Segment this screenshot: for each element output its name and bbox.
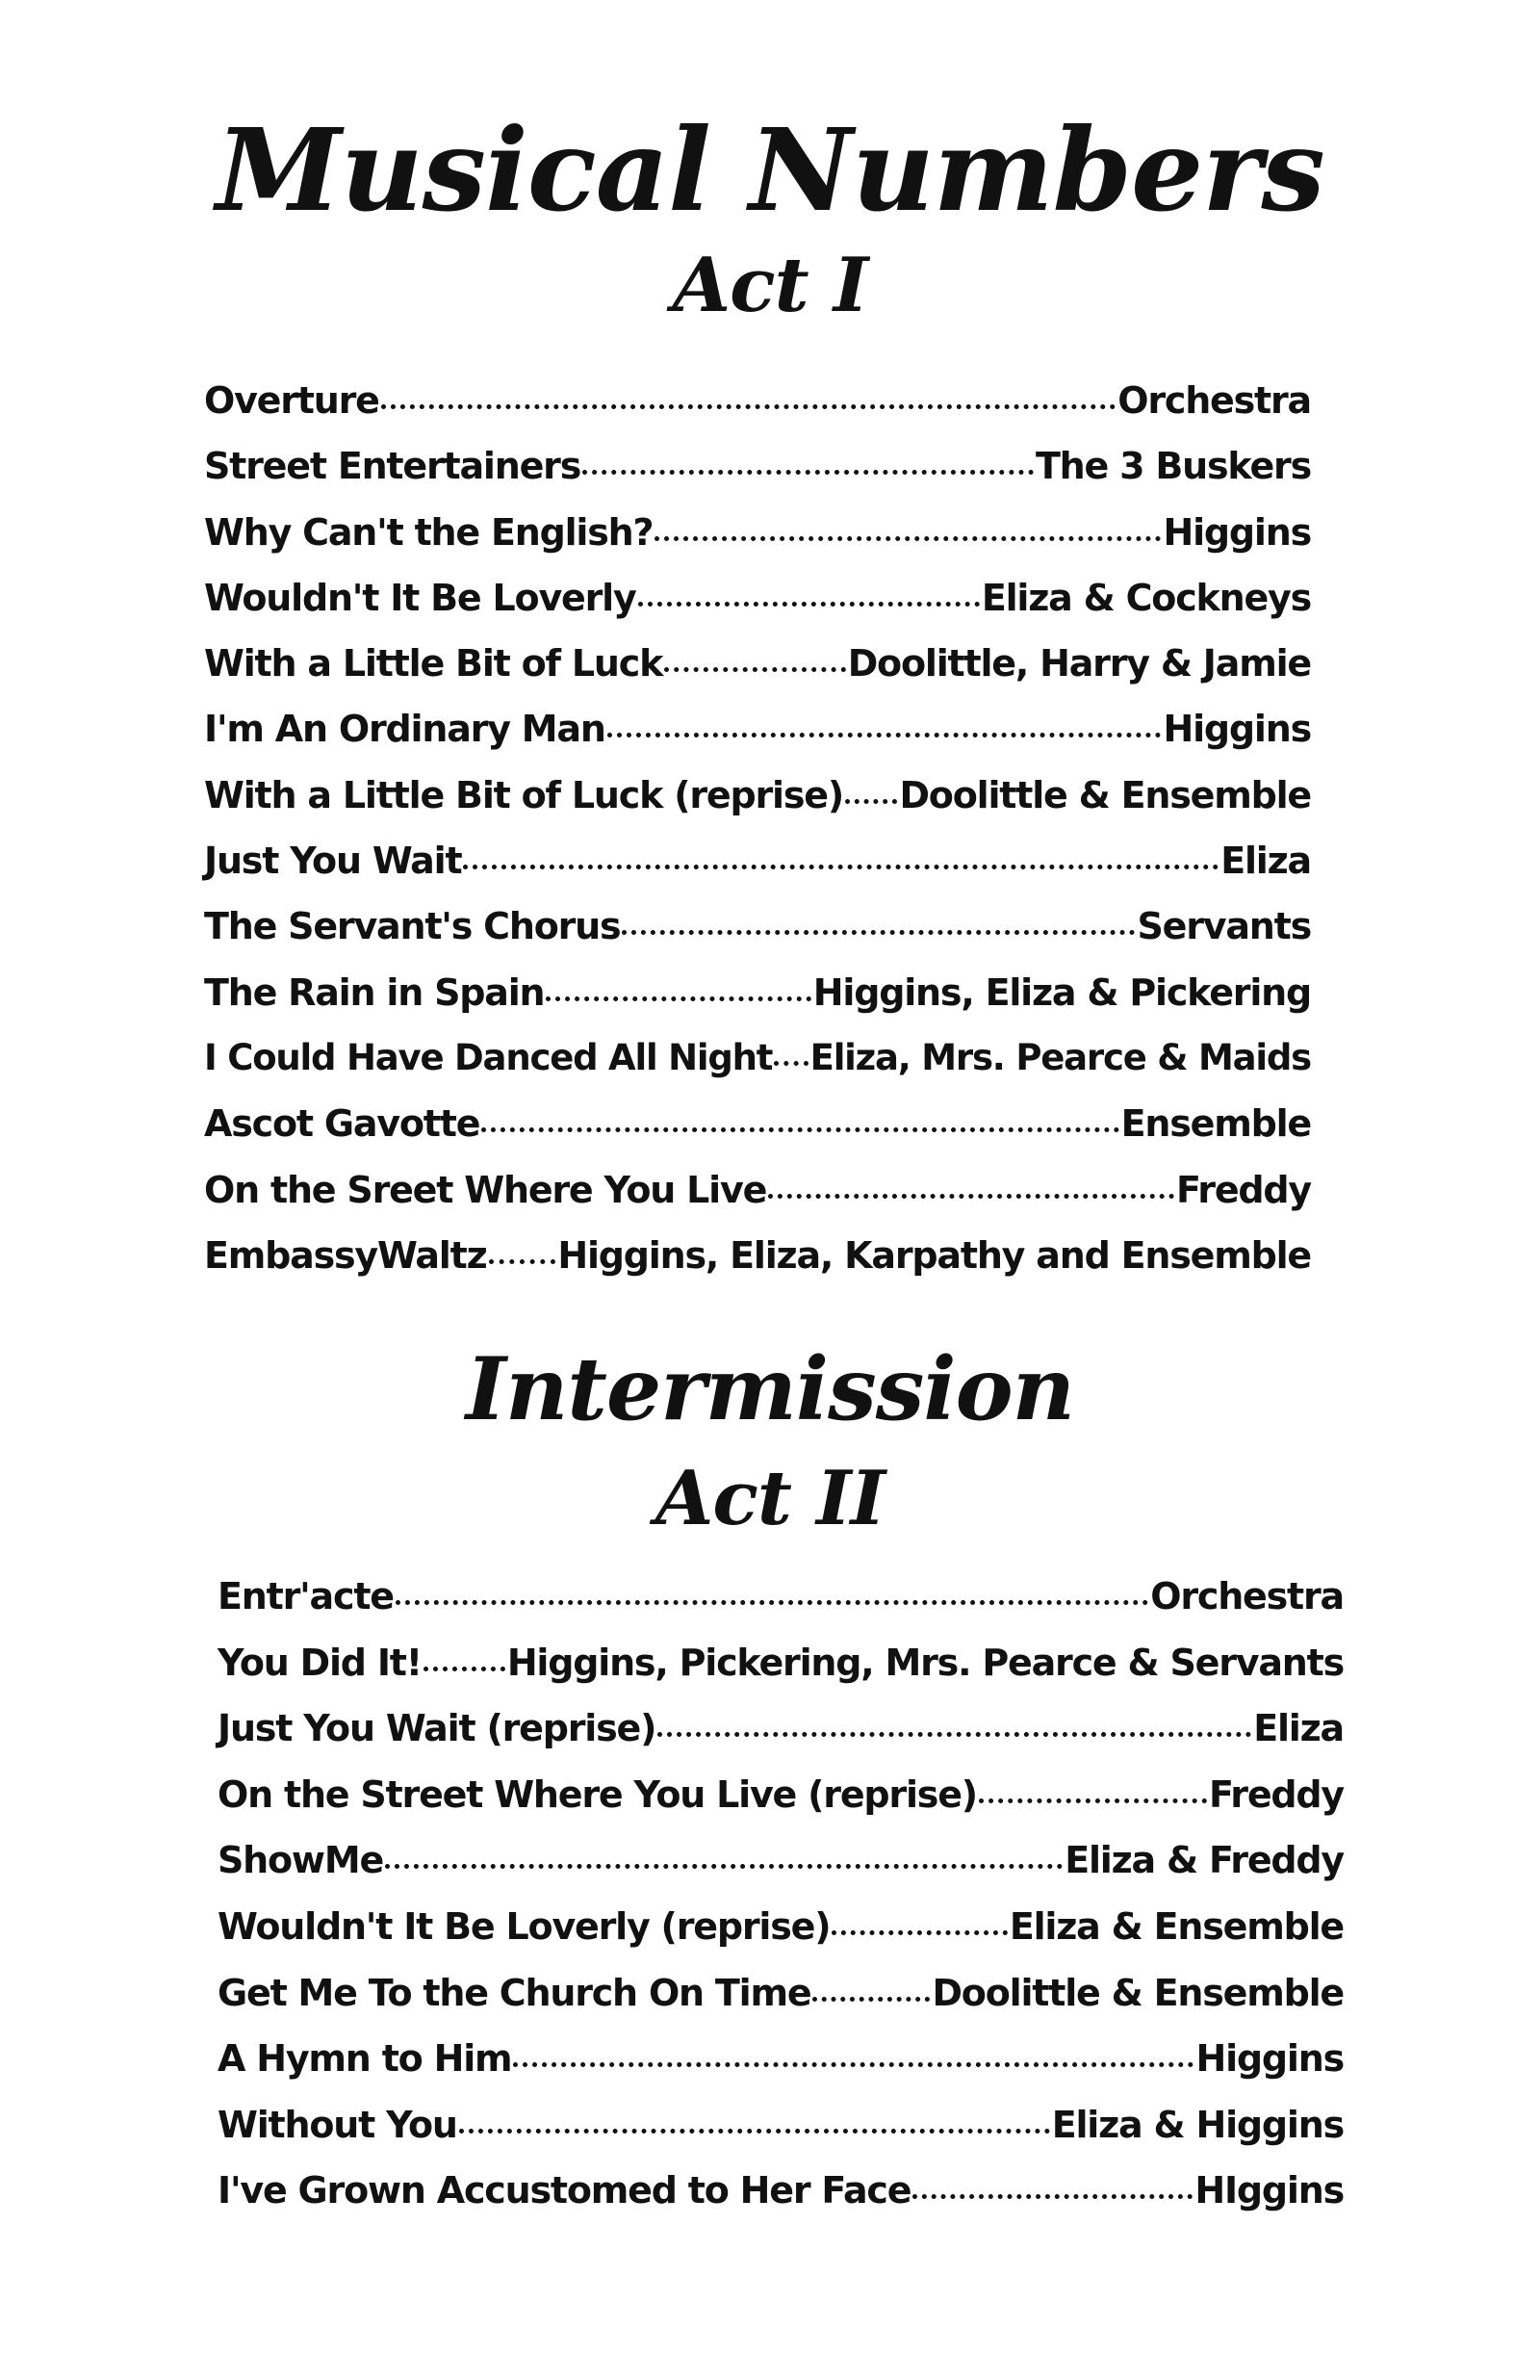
dot-leader bbox=[654, 536, 1161, 541]
song-title: Ascot Gavotte bbox=[204, 1102, 480, 1146]
dot-leader bbox=[396, 1600, 1148, 1605]
song-title: On the Sreet Where You Live bbox=[204, 1168, 767, 1211]
song-performer: Doolittle, Harry & Jamie bbox=[847, 642, 1311, 686]
song-performer: Eliza, Mrs. Pearce & Maids bbox=[809, 1036, 1311, 1078]
song-title: I've Grown Accustomed to Her Face bbox=[218, 2169, 911, 2212]
act-2-heading: Act II bbox=[654, 1455, 886, 1542]
song-title: Why Can't the English? bbox=[204, 510, 654, 554]
song-performer: Servants bbox=[1137, 905, 1311, 948]
song-title: Wouldn't It Be Loverly bbox=[204, 576, 636, 619]
song-performer: Higgins bbox=[1163, 510, 1311, 554]
dot-leader bbox=[768, 1194, 1174, 1199]
song-performer: Orchestra bbox=[1150, 1575, 1344, 1617]
dot-leader bbox=[622, 930, 1135, 935]
song-performer: Higgins, Eliza & Pickering bbox=[812, 970, 1311, 1014]
song-row bbox=[218, 1642, 1344, 1708]
song-performer: Eliza & Higgins bbox=[1051, 2103, 1344, 2146]
song-row bbox=[204, 511, 1311, 577]
song-title: Without You bbox=[218, 2103, 457, 2146]
dot-leader bbox=[845, 799, 897, 804]
song-performer: Higgins bbox=[1195, 2037, 1344, 2081]
song-row bbox=[204, 774, 1311, 840]
dot-leader bbox=[832, 1930, 1007, 1935]
song-title: ShowMe bbox=[218, 1839, 384, 1882]
song-row bbox=[204, 905, 1311, 970]
dot-leader bbox=[463, 865, 1219, 869]
song-title: Street Entertainers bbox=[204, 445, 581, 488]
intermission-heading: Intermission bbox=[465, 1338, 1075, 1440]
dot-leader bbox=[459, 2129, 1050, 2134]
dot-leader bbox=[481, 1127, 1118, 1132]
song-performer: Freddy bbox=[1208, 1772, 1344, 1816]
dot-leader bbox=[774, 1061, 808, 1066]
song-title: Just You Wait (reprise) bbox=[218, 1707, 656, 1750]
song-performer: Higgins bbox=[1163, 708, 1311, 751]
song-title: With a Little Bit of Luck bbox=[204, 642, 663, 686]
song-row bbox=[218, 1972, 1344, 2038]
song-performer: Doolittle & Ensemble bbox=[899, 773, 1311, 816]
song-title: EmbassyWaltz bbox=[204, 1233, 487, 1277]
song-row bbox=[204, 1037, 1311, 1102]
song-row bbox=[204, 840, 1311, 905]
song-performer: Ensemble bbox=[1120, 1102, 1311, 1146]
song-row bbox=[204, 1169, 1311, 1234]
song-title: I'm An Ordinary Man bbox=[204, 708, 605, 751]
song-title: On the Street Where You Live (reprise) bbox=[218, 1772, 977, 1816]
song-title: Overture bbox=[204, 379, 379, 422]
song-performer: Freddy bbox=[1175, 1168, 1311, 1211]
dot-leader bbox=[385, 1864, 1063, 1869]
song-performer: Doolittle & Ensemble bbox=[932, 1971, 1344, 2014]
dot-leader bbox=[546, 996, 810, 1001]
song-title: A Hymn to Him bbox=[218, 2037, 512, 2081]
song-row bbox=[218, 1707, 1344, 1773]
page-title: Musical Numbers bbox=[216, 103, 1324, 237]
song-title: Just You Wait bbox=[204, 840, 462, 883]
song-title: I Could Have Danced All Night bbox=[204, 1036, 773, 1078]
dot-leader bbox=[812, 1997, 930, 2002]
dot-leader bbox=[638, 602, 980, 607]
song-title: Get Me To the Church On Time bbox=[218, 1971, 811, 2014]
song-row bbox=[204, 379, 1311, 445]
song-performer: Higgins, Eliza, Karpathy and Ensemble bbox=[557, 1233, 1311, 1277]
song-performer: Eliza & Ensemble bbox=[1009, 1904, 1344, 1948]
song-title: The Servant's Chorus bbox=[204, 905, 621, 948]
song-row bbox=[218, 2104, 1344, 2170]
dot-leader bbox=[664, 667, 846, 672]
song-title: The Rain in Spain bbox=[204, 970, 545, 1014]
song-row bbox=[218, 1773, 1344, 1840]
song-row bbox=[204, 708, 1311, 773]
song-performer: HIggins bbox=[1194, 2169, 1344, 2212]
dot-leader bbox=[489, 1259, 556, 1264]
song-row bbox=[204, 971, 1311, 1037]
song-performer: The 3 Buskers bbox=[1035, 445, 1311, 488]
song-row bbox=[204, 1102, 1311, 1168]
song-performer: Eliza & Cockneys bbox=[981, 576, 1311, 619]
song-title: With a Little Bit of Luck (reprise) bbox=[204, 773, 844, 816]
song-row bbox=[218, 1839, 1344, 1905]
dot-leader bbox=[381, 404, 1116, 409]
song-title: You Did It! bbox=[218, 1641, 422, 1684]
song-performer: Eliza bbox=[1253, 1707, 1344, 1750]
song-performer: Higgins, Pickering, Mrs. Pearce & Servants bbox=[506, 1641, 1344, 1684]
song-row bbox=[218, 2169, 1344, 2236]
song-title: Wouldn't It Be Loverly (reprise) bbox=[218, 1904, 831, 1948]
dot-leader bbox=[657, 1732, 1251, 1737]
act-2-song-list bbox=[218, 1575, 1344, 2236]
act-1-song-list bbox=[204, 379, 1311, 1300]
song-performer: Orchestra bbox=[1117, 379, 1311, 422]
song-row bbox=[218, 1905, 1344, 1972]
dot-leader bbox=[513, 2062, 1194, 2067]
act-1-heading: Act I bbox=[672, 242, 868, 329]
dot-leader bbox=[582, 470, 1034, 475]
song-title: Entr'acte bbox=[218, 1575, 394, 1617]
dot-leader bbox=[424, 1667, 505, 1671]
dot-leader bbox=[607, 733, 1162, 737]
song-row bbox=[204, 1234, 1311, 1300]
song-row bbox=[204, 445, 1311, 510]
song-row bbox=[204, 577, 1311, 642]
song-row bbox=[218, 2037, 1344, 2104]
song-row bbox=[218, 1575, 1344, 1642]
song-row bbox=[204, 642, 1311, 708]
song-performer: Eliza bbox=[1220, 840, 1311, 883]
dot-leader bbox=[912, 2194, 1193, 2199]
dot-leader bbox=[979, 1798, 1207, 1803]
song-performer: Eliza & Freddy bbox=[1065, 1839, 1344, 1882]
